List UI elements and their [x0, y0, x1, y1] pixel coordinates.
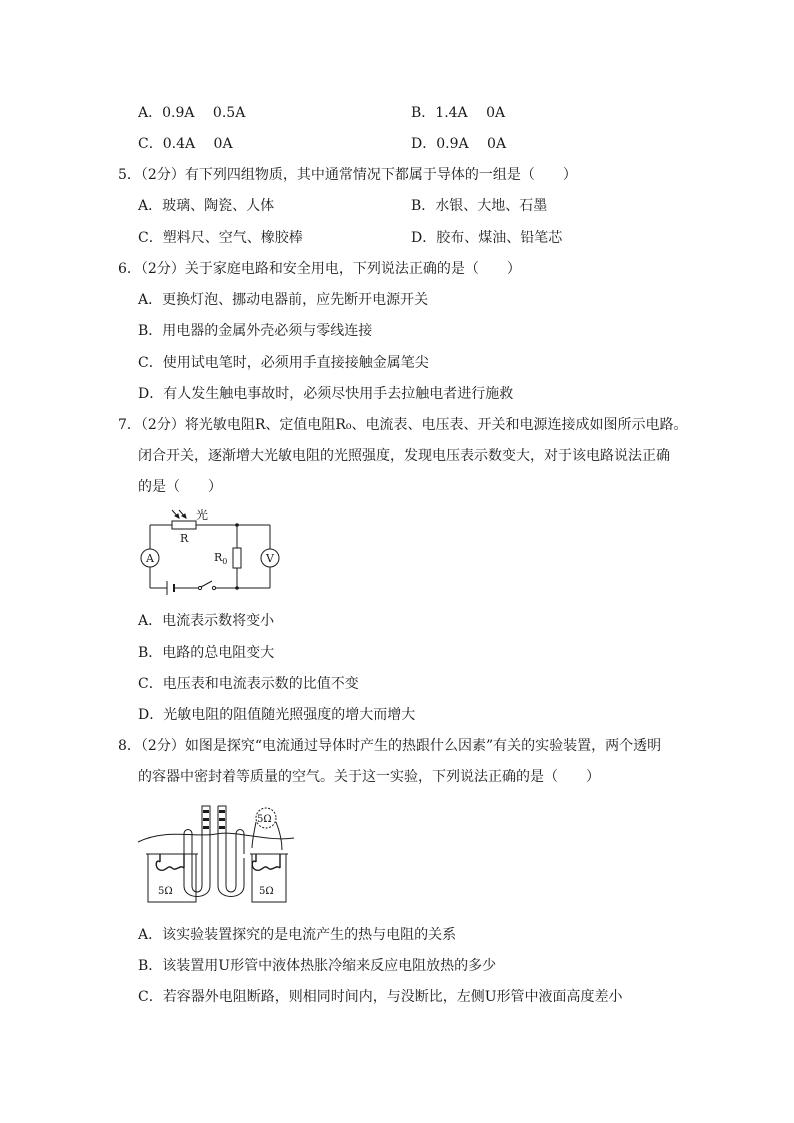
q4-option-c: C．0.4A 0A [138, 136, 233, 152]
q4-option-b: B．1.4A 0A [411, 105, 506, 121]
q4-option-d: D．0.9A 0A [411, 136, 507, 152]
q5-option-c: C．塑料尺、空气、橡胶棒 [138, 230, 303, 246]
q7-stem-line-2: 闭合开关，逐渐增大光敏电阻的光照强度，发现电压表示数变大，对于该电路说法正确 [138, 448, 670, 464]
q8-option-c: C．若容器外电阻断路，则相同时间内，与没断比，左侧U形管中液面高度差小 [138, 989, 623, 1005]
q5-options-row-1 [138, 197, 698, 215]
q4-options-row-2 [138, 135, 698, 153]
q7-option-b: B．电路的总电阻变大 [138, 645, 275, 661]
light-arrows-icon [172, 510, 186, 518]
q6-option-b: B．用电器的金属外壳必须与零线连接 [138, 323, 373, 339]
q5-options-row-2 [138, 229, 698, 247]
q6-option-d: D．有人发生触电事故时，必须尽快用手去拉触电者进行施救 [138, 386, 514, 402]
q8-stem-line-2: 的容器中密封着等质量的空气。关于这一实验，下列说法正确的是（ ） [138, 769, 600, 785]
q7-option-a: A．电流表示数将变小 [138, 613, 275, 629]
q6-stem: 6．（2分）关于家庭电路和安全用电，下列说法正确的是（ ） [118, 261, 521, 277]
q6-option-a: A．更换灯泡、挪动电器前，应先断开电源开关 [138, 292, 429, 308]
q5-option-b: B．水银、大地、石墨 [411, 198, 548, 214]
ammeter-label: A [146, 552, 154, 565]
left-coil-icon [156, 854, 184, 870]
q6-option-c: C．使用试电笔时，必须用手直接接触金属笔尖 [138, 355, 429, 371]
light-label: 光 [196, 508, 209, 522]
q8-stem-line-1: 8．（2分）如图是探究“电流通过导体时产生的热跟什么因素”有关的实验装置，两个透明 [118, 738, 662, 754]
q5-option-a: A．玻璃、陶瓷、人体 [138, 198, 275, 214]
q7-stem-line-3: 的是（ ） [138, 479, 222, 495]
right-coil-icon [252, 854, 280, 870]
fixed-resistor-label: $R_0$ [214, 551, 228, 566]
battery-icon [167, 581, 174, 595]
liquid-markings [203, 810, 225, 829]
right-resistor-label: 5Ω [259, 886, 274, 897]
q5-option-d: D．胶布、煤油、铅笔芯 [411, 230, 563, 246]
q4-option-a: A．0.9A 0.5A [138, 105, 246, 121]
q7-stem-line-1: 7．（2分）将光敏电阻R、定值电阻R₀、电流表、电压表、开关和电源连接成如图所示电路。 [118, 417, 688, 433]
photoresistor [172, 521, 196, 529]
q8-option-b: B．该装置用U形管中液体热胀冷缩来反应电阻放热的多少 [138, 958, 497, 974]
outer-resistor-label: 5Ω [257, 814, 272, 825]
photoresistor-label: R [180, 532, 189, 545]
voltmeter-label: V [266, 552, 274, 565]
q8-apparatus-diagram [136, 798, 296, 908]
q5-stem: 5．（2分）有下列四组物质，其中通常情况下都属于导体的一组是（ ） [118, 167, 577, 183]
left-resistor-label: 5Ω [158, 886, 173, 897]
switch-icon [198, 581, 215, 590]
q4-options-row-1 [138, 104, 698, 122]
q8-option-a: A．该实验装置探究的是电流产生的热与电阻的关系 [138, 927, 457, 943]
q7-option-d: D．光敏电阻的阻值随光照强度的增大而增大 [138, 707, 416, 723]
fixed-resistor [233, 548, 241, 568]
q7-option-c: C．电压表和电流表示数的比值不变 [138, 676, 359, 692]
q7-circuit-diagram [132, 502, 292, 596]
